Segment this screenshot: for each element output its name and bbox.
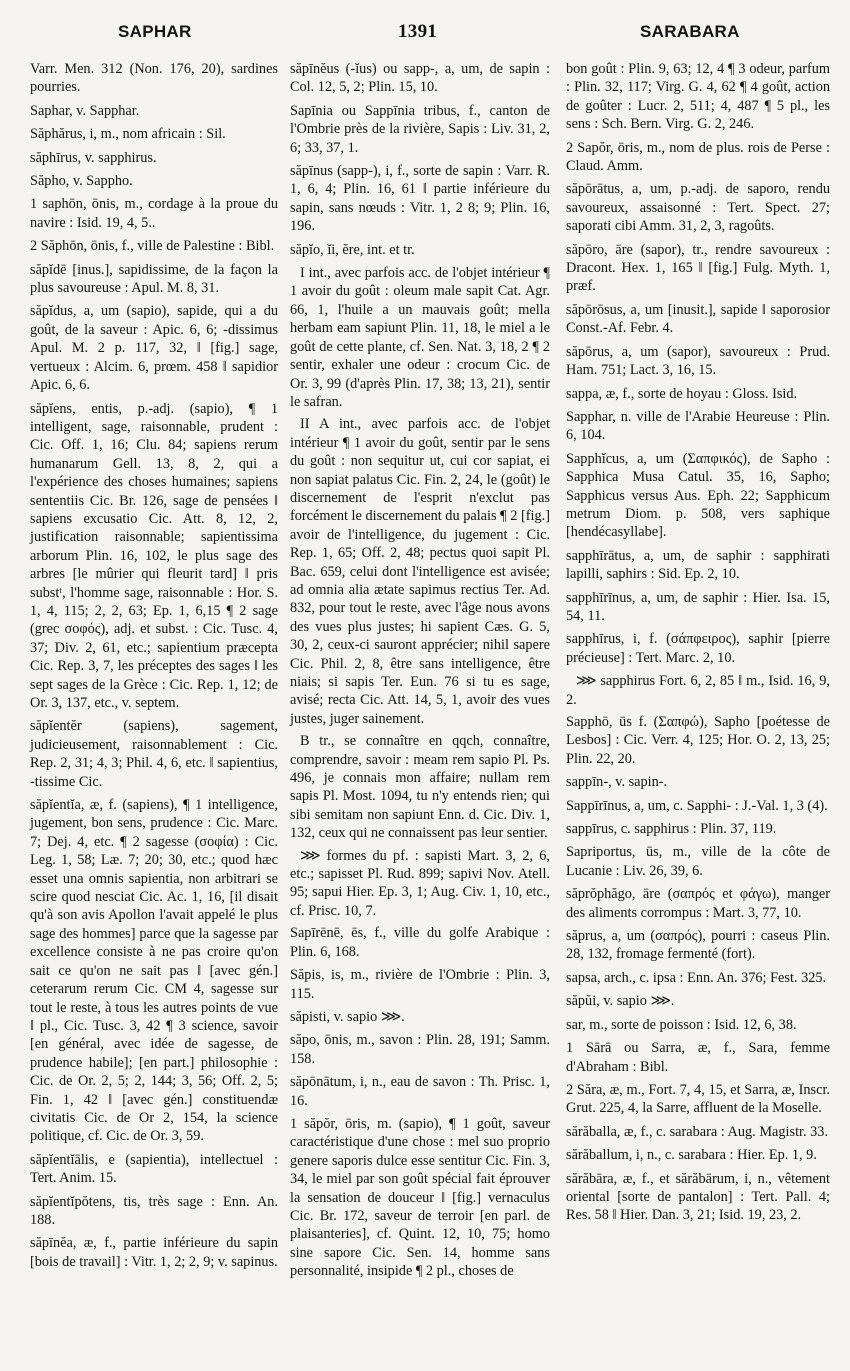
dictionary-entry: săpĭentĕr (sapiens), sagement, judicieusement, raisonnablement : Cic. Rep. 2, 31; 4, 3; Phil. 4, 6, etc. ‖ sapientius, -tissime Cic.: [30, 718, 278, 790]
dictionary-entry: sărăbāra, æ, f., et sărăbārum, i, n., vêtement oriental [sorte de pantalon] : Tert. Pall. 4; Res. 58 ‖ Hier. Dan. 3, 21; Isid. 19, 23, 2.: [566, 1170, 830, 1224]
dictionary-entry: 2 Săphōn, ōnis, f., ville de Palestine : Bibl.: [30, 238, 275, 255]
column-right: [566, 60, 830, 1230]
dictionary-entry: săprus, a, um (σαπρός), pourri : caseus Plin. 28, 132, fromage fermenté (fort).: [566, 928, 830, 963]
dictionary-entry: sărăballa, æ, f., c. sarabara : Aug. Magistr. 33.: [566, 1123, 829, 1140]
dictionary-entry: săpōro, āre (sapor), tr., rendre savoureux : Dracont. Hex. 1, 165 ‖ [fig.] Fulg. Myth. 1, præf.: [566, 241, 830, 295]
dictionary-entry: Sapriportus, ūs, m., ville de la côte de Lucanie : Liv. 26, 39, 6.: [566, 844, 830, 879]
running-header: [0, 8, 850, 48]
dictionary-entry: sărăballum, i, n., c. sarabara : Hier. Ep. 1, 9.: [566, 1147, 817, 1164]
dictionary-entry: sappa, æ, f., sorte de hoyau : Gloss. Isid.: [566, 385, 798, 402]
entry-subsection: ⋙ formes du pf. : sapisti Mart. 3, 2, 6, etc.; sapisset Pl. Rud. 899; sapivi Nov. Atell. 95; sapui Hier. Ep. 3, 1; Aug. Civ. 1, 10, etc., cf. Prisc. 10, 7.: [290, 847, 550, 919]
page-number: 1391: [398, 21, 438, 42]
dictionary-entry: săpisti, v. sapio ⋙.: [290, 1008, 405, 1025]
column-left: [30, 60, 278, 1276]
dictionary-entry: sapphīrus, i, f. (σάπφειρος), saphir [pierre précieuse] : Tert. Marc. 2, 10.: [566, 631, 830, 666]
dictionary-entry: 2 Sapŏr, ōris, m., nom de plus. rois de Perse : Claud. Amm.: [566, 139, 830, 175]
dictionary-entry: săpĭdē [inus.], sapidissime, de la façon la plus savoureuse : Apul. M. 8, 31.: [30, 261, 278, 297]
dictionary-entry: săpo, ōnis, m., savon : Plin. 28, 191; Samm. 158.: [290, 1032, 550, 1067]
dictionary-entry: Săpho, v. Sappho.: [30, 173, 133, 190]
entry-subsection: I int., avec parfois acc. de l'objet intérieur ¶ 1 avoir du goût : oleum male sapit Cat. Agr. 66, 1, l'huile a un mauvais goût; mella herbam eam sapiunt Plin. 11, 18, le miel a le goût de cette plante, cf. Sen. Nat. 3, 18, 2 ¶ 2 sentir, exhaler une odeur : crocum Cic. de Or. 3, 99 (d'après Plin. 17, 38; 13, 21), sentir le safran.: [290, 265, 550, 410]
dictionary-entry: Sapīnia ou Sappīnia tribus, f., canton de l'Ombrie près de la rivière, Sapis : Liv. 31, 2, 6; 33, 37, 1.: [290, 102, 550, 156]
dictionary-entry: săpōrātus, a, um, p.-adj. de saporo, rendu savoureux, assaisonné : Tert. Spect. 27; saporati cibi Amm. 31, 2, 3, ragoûts.: [566, 181, 830, 235]
dictionary-entry: săpīnĕa, æ, f., partie inférieure du sapin [bois de travail] : Vitr. 1, 2; 2, 9; v. sapinus.: [30, 1235, 278, 1270]
dictionary-entry: săpōrus, a, um (sapor), savoureux : Prud. Ham. 751; Lact. 3, 16, 15.: [566, 343, 830, 379]
dictionary-entry: săprŏphăgo, āre (σαπρός et φάγω), manger des aliments corrompus : Mart. 3, 77, 10.: [566, 886, 830, 921]
entry-subsection: II A int., avec parfois acc. de l'objet intérieur ¶ 1 avoir du goût, sentir par le sens du goût : non sequitur ut, cui cor sapiat, ei non sapiat palatus Cic. Fin. 2, 24, le (goût) le discernement de l'esprit n'exclut pas forcément le discernement du palais ¶ 2 [fig.] avoir de l'intelligence, du jugement : Cic. Rep. 1, 65; Off. 2, 48; pectus quoi sapit Pl. Bac. 659, celui dont l'intelligence est avisée; ad omnia alia ætate sapimus rectius Ter. Ad. 832, pour tout le reste, avec l'âge nous avons des vues plus justes; hi sapient Cæs. G. 5, 30, 2, ceux-ci sauront apprécier; nihil sapere Cic. Phil. 2, 8, être sans intelligence, être niais; si sapis Ter. Eun. 76 si tu es sage, avisé; recta Cic. Att. 14, 5, 1, avoir des vues justes, juger sainement.: [290, 416, 550, 727]
dictionary-entry: Varr. Men. 312 (Non. 176, 20), sardines pourries.: [30, 61, 278, 96]
dictionary-entry: săpīnĕus (-ĭus) ou sapp-, a, um, de sapin : Col. 12, 5, 2; Plin. 15, 10.: [290, 61, 550, 96]
dictionary-entry: sappīn-, v. sapin-.: [566, 774, 668, 791]
dictionary-entry: Săpis, is, m., rivière de l'Ombrie : Plin. 3, 115.: [290, 967, 550, 1002]
entry-subsection: ⋙ sapphirus Fort. 6, 2, 85 ‖ m., Isid. 16, 9, 2.: [566, 673, 830, 708]
dictionary-entry: sappīrus, c. sapphirus : Plin. 37, 119.: [566, 821, 777, 838]
dictionary-entry: săpŭi, v. sapio ⋙.: [566, 993, 675, 1010]
dictionary-entry: 1 săpŏr, ōris, m. (sapio), ¶ 1 goût, saveur caractéristique d'une chose : mel suo proprio genere saporis dulce esse sentitur Cic. Fin. 3, 34, le miel par son goût spécial fait éprouver la sensation de douceur ‖ [fig.] vernaculus Cic. Br. 172, saveur de terroir [en parl. de plaisanteries], cf. Quint. 12, 10, 75; homo sine sapore Cic. Sen. 14, homme sans personnalité, insipide ¶ 2 pl., choses de: [290, 1115, 550, 1280]
column-middle: [290, 60, 550, 1286]
dictionary-entry: Săphărus, i, m., nom africain : Sil.: [30, 126, 226, 143]
dictionary-entry: Sapphĭcus, a, um (Σαπφικός), de Sapho : Sapphica Musa Catul. 35, 16, Sapho; Sapphicus versus Aus. Eph. 22; Sapphicum metrum Diom. p. 508, vers saphique [hendécasyllabe].: [566, 450, 830, 541]
header-right-guide-word: SARABARA: [640, 22, 740, 41]
dictionary-entry: Saphar, v. Sapphar.: [30, 102, 140, 119]
dictionary-entry: sar, m., sorte de poisson : Isid. 12, 6, 38.: [566, 1016, 797, 1033]
dictionary-entry: bon goût : Plin. 9, 63; 12, 4 ¶ 3 odeur, parfum : Plin. 32, 117; Virg. G. 4, 62 ¶ 4 goût, action de goûter : Lucr. 2, 511; 4, 487 ¶ 5 pl., les sens : Sch. Bern. Virg. G. 2, 246.: [566, 61, 830, 133]
dictionary-entry: 1 Sārā ou Sarra, æ, f., Sara, femme d'Abraham : Bibl.: [566, 1040, 830, 1075]
dictionary-entry: Sapphō, ūs f. (Σαπφώ), Sapho [poétesse de Lesbos] : Cic. Verr. 4, 125; Hor. O. 2, 13, 25; Plin. 22, 20.: [566, 714, 830, 767]
dictionary-entry: săpīnus (sapp-), i, f., sorte de sapin : Varr. R. 1, 6, 4; Plin. 16, 61 ‖ partie inférieure du sapin, sans nœuds : Vitr. 1, 2 8; 9; Plin. 16, 196.: [290, 163, 550, 235]
entry-subsection: B tr., se connaître en qqch, connaître, comprendre, savoir : meam rem sapio Pl. Ps. 496, je connais mon affaire; nullam rem sapis Pl. Most. 1094, tu n'y entends rien; qui sibi semitam non sapiunt Enn. d. Cic. Div. 1, 132, ceux qui ne connaissent pas leur sentier.: [290, 733, 550, 842]
dictionary-entry: săpĭens, entis, p.-adj. (sapio), ¶ 1 intelligent, sage, raisonnable, prudent : Cic. Off. 1, 16; Clu. 84; sapiens rerum humanarum Gell. 13, 8, 2, qui a l'expérience des choses humaines; sapiens sententiis Cic. Br. 126, sage de pensées ‖ sapiens excusatio Cic. Att. 8, 12, 2, justification raisonnable; sapientissima arborum Plin. 16, 102, le plus sage des arbres [le mûrier qui fleurit tard] ‖ pris substᵗ, l'homme sage, raisonnable : Hor. S. 1, 4, 115; 2, 2, 63; Ep. 1, 6,15 ¶ 2 sage (grec σοφός), adj. et subst. : Cic. Tusc. 4, 37; Div. 2, 61, etc.; sapientium præcepta Cic. Rep. 3, 7, les préceptes des sages ‖ les sept sages de la Grèce : Cic. Rep. 1, 12; de Or. 3, 137, etc., v. septem.: [30, 400, 278, 711]
dictionary-entry: 2 Săra, æ, m., Fort. 7, 4, 15, et Sarra, æ, Inscr. Grut. 225, 4, la Sarre, affluent de la Moselle.: [566, 1081, 830, 1117]
dictionary-entry: 1 saphōn, ōnis, m., cordage à la proue du navire : Isid. 19, 4, 5..: [30, 196, 278, 231]
dictionary-entry: săpĭo, ĭi, ĕre, int. et tr.: [290, 241, 415, 258]
dictionary-entry: Sapīrēnē, ēs, f., ville du golfe Arabique : Plin. 6, 168.: [290, 925, 550, 960]
dictionary-entry: săpōnātum, i, n., eau de savon : Th. Prisc. 1, 16.: [290, 1074, 550, 1109]
dictionary-entry: săphīrus, v. sapphirus.: [30, 149, 157, 166]
dictionary-entry: sapsa, arch., c. ipsa : Enn. An. 376; Fest. 325.: [566, 969, 827, 986]
dictionary-entry: Sappīrīnus, a, um, c. Sapphi- : J.-Val. 1, 3 (4).: [566, 797, 828, 814]
dictionary-entry: săpōrōsus, a, um [inusit.], sapide ‖ saporosior Const.-Af. Febr. 4.: [566, 301, 830, 337]
dictionary-entry: săpĭentĭa, æ, f. (sapiens), ¶ 1 intelligence, jugement, bon sens, prudence : Cic. Marc. 7; Dej. 4, etc. ¶ 2 sagesse (σοφία) : Cic. Leg. 1, 58; Læ. 7; 20; 30, etc.; quod hæc esset una omnis sapientia, non arbitrari se scire quod nesciat Cic. Ac. 1, 16, [il disait qu'à son avis Apollon l'avait appelé le plus sage des hommes] parce que la sagesse par excellence consiste à ne pas croire qu'on sait ce qu'on ne sait pas ‖ [avec gén.] ceterarum rerum Cic. CM 4, sagesse sur tout le reste, à tous les autres points de vue ‖ pl., Cic. Tusc. 3, 42 ¶ 3 science, savoir [en général, avec idée de sagesse, de prudence habile]; [en part.] philosophie : Cic. de Or. 2, 5; 2, 144; 3, 56; Off. 2, 5; Fin. 1, 42 ‖ [avec gén.] constituendæ civitatis Cic. de Or 2, 154, la science politique, cf. Cic. de Or. 3, 59.: [30, 797, 278, 1145]
dictionary-entry: săpĭentĭālis, e (sapientia), intellectuel : Tert. Anim. 15.: [30, 1151, 278, 1187]
dictionary-entry: sapphīrātus, a, um, de saphir : sapphirati lapilli, saphirs : Sid. Ep. 2, 10.: [566, 547, 830, 583]
header-left-guide-word: SAPHAR: [118, 22, 192, 41]
dictionary-entry: sapphīrīnus, a, um, de saphir : Hier. Isa. 15, 54, 11.: [566, 589, 830, 624]
dictionary-entry: săpĭdus, a, um (sapio), sapide, qui a du goût, de la saveur : Apic. 6, 6; -dissimus Apul. M. 2 p. 117, 32, ‖ [fig.] sage, vertueux : Alcim. 6, prœm. 458 ‖ sapidior Apic. 6, 6.: [30, 303, 278, 394]
dictionary-entry: Sapphar, n. ville de l'Arabie Heureuse : Plin. 6, 104.: [566, 408, 830, 444]
dictionary-entry: săpĭentĭpŏtens, tis, très sage : Enn. An. 188.: [30, 1193, 278, 1228]
